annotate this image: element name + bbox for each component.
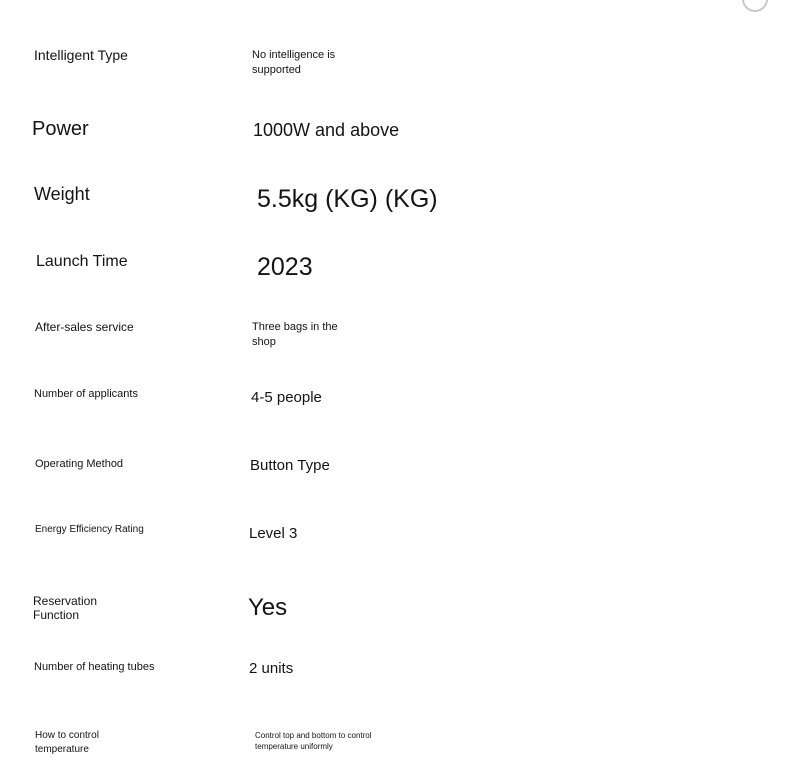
spec-label: Operating Method <box>35 458 124 470</box>
spec-value: Yes <box>248 594 288 621</box>
spec-label: Number of heating tubes <box>34 661 155 673</box>
spec-label: Weight <box>34 184 90 204</box>
spec-label: Intelligent Type <box>34 47 128 63</box>
spec-label: Energy Efficiency Rating <box>35 524 144 535</box>
spec-value: 2023 <box>257 253 313 281</box>
spec-value: 1000W and above <box>253 120 400 140</box>
spec-label: Number of applicants <box>34 388 138 400</box>
spec-value: 4-5 people <box>251 389 322 406</box>
spec-value: Control top and bottom to control temperature uniformly <box>255 731 372 751</box>
corner-circle-icon <box>742 0 768 12</box>
spec-label: Power <box>32 118 89 140</box>
spec-value: 2 units <box>249 660 294 677</box>
spec-label: Launch Time <box>36 253 128 270</box>
spec-label: After-sales service <box>35 320 134 334</box>
spec-value: Three bags in the shop <box>252 321 338 348</box>
spec-label: How to control temperature <box>35 730 99 755</box>
spec-value: 5.5kg (KG) (KG) <box>257 185 438 213</box>
spec-value: Button Type <box>250 457 330 474</box>
spec-label: Reservation Function <box>33 594 98 622</box>
spec-value: Level 3 <box>249 525 298 542</box>
spec-value: No intelligence is supported <box>252 49 336 76</box>
